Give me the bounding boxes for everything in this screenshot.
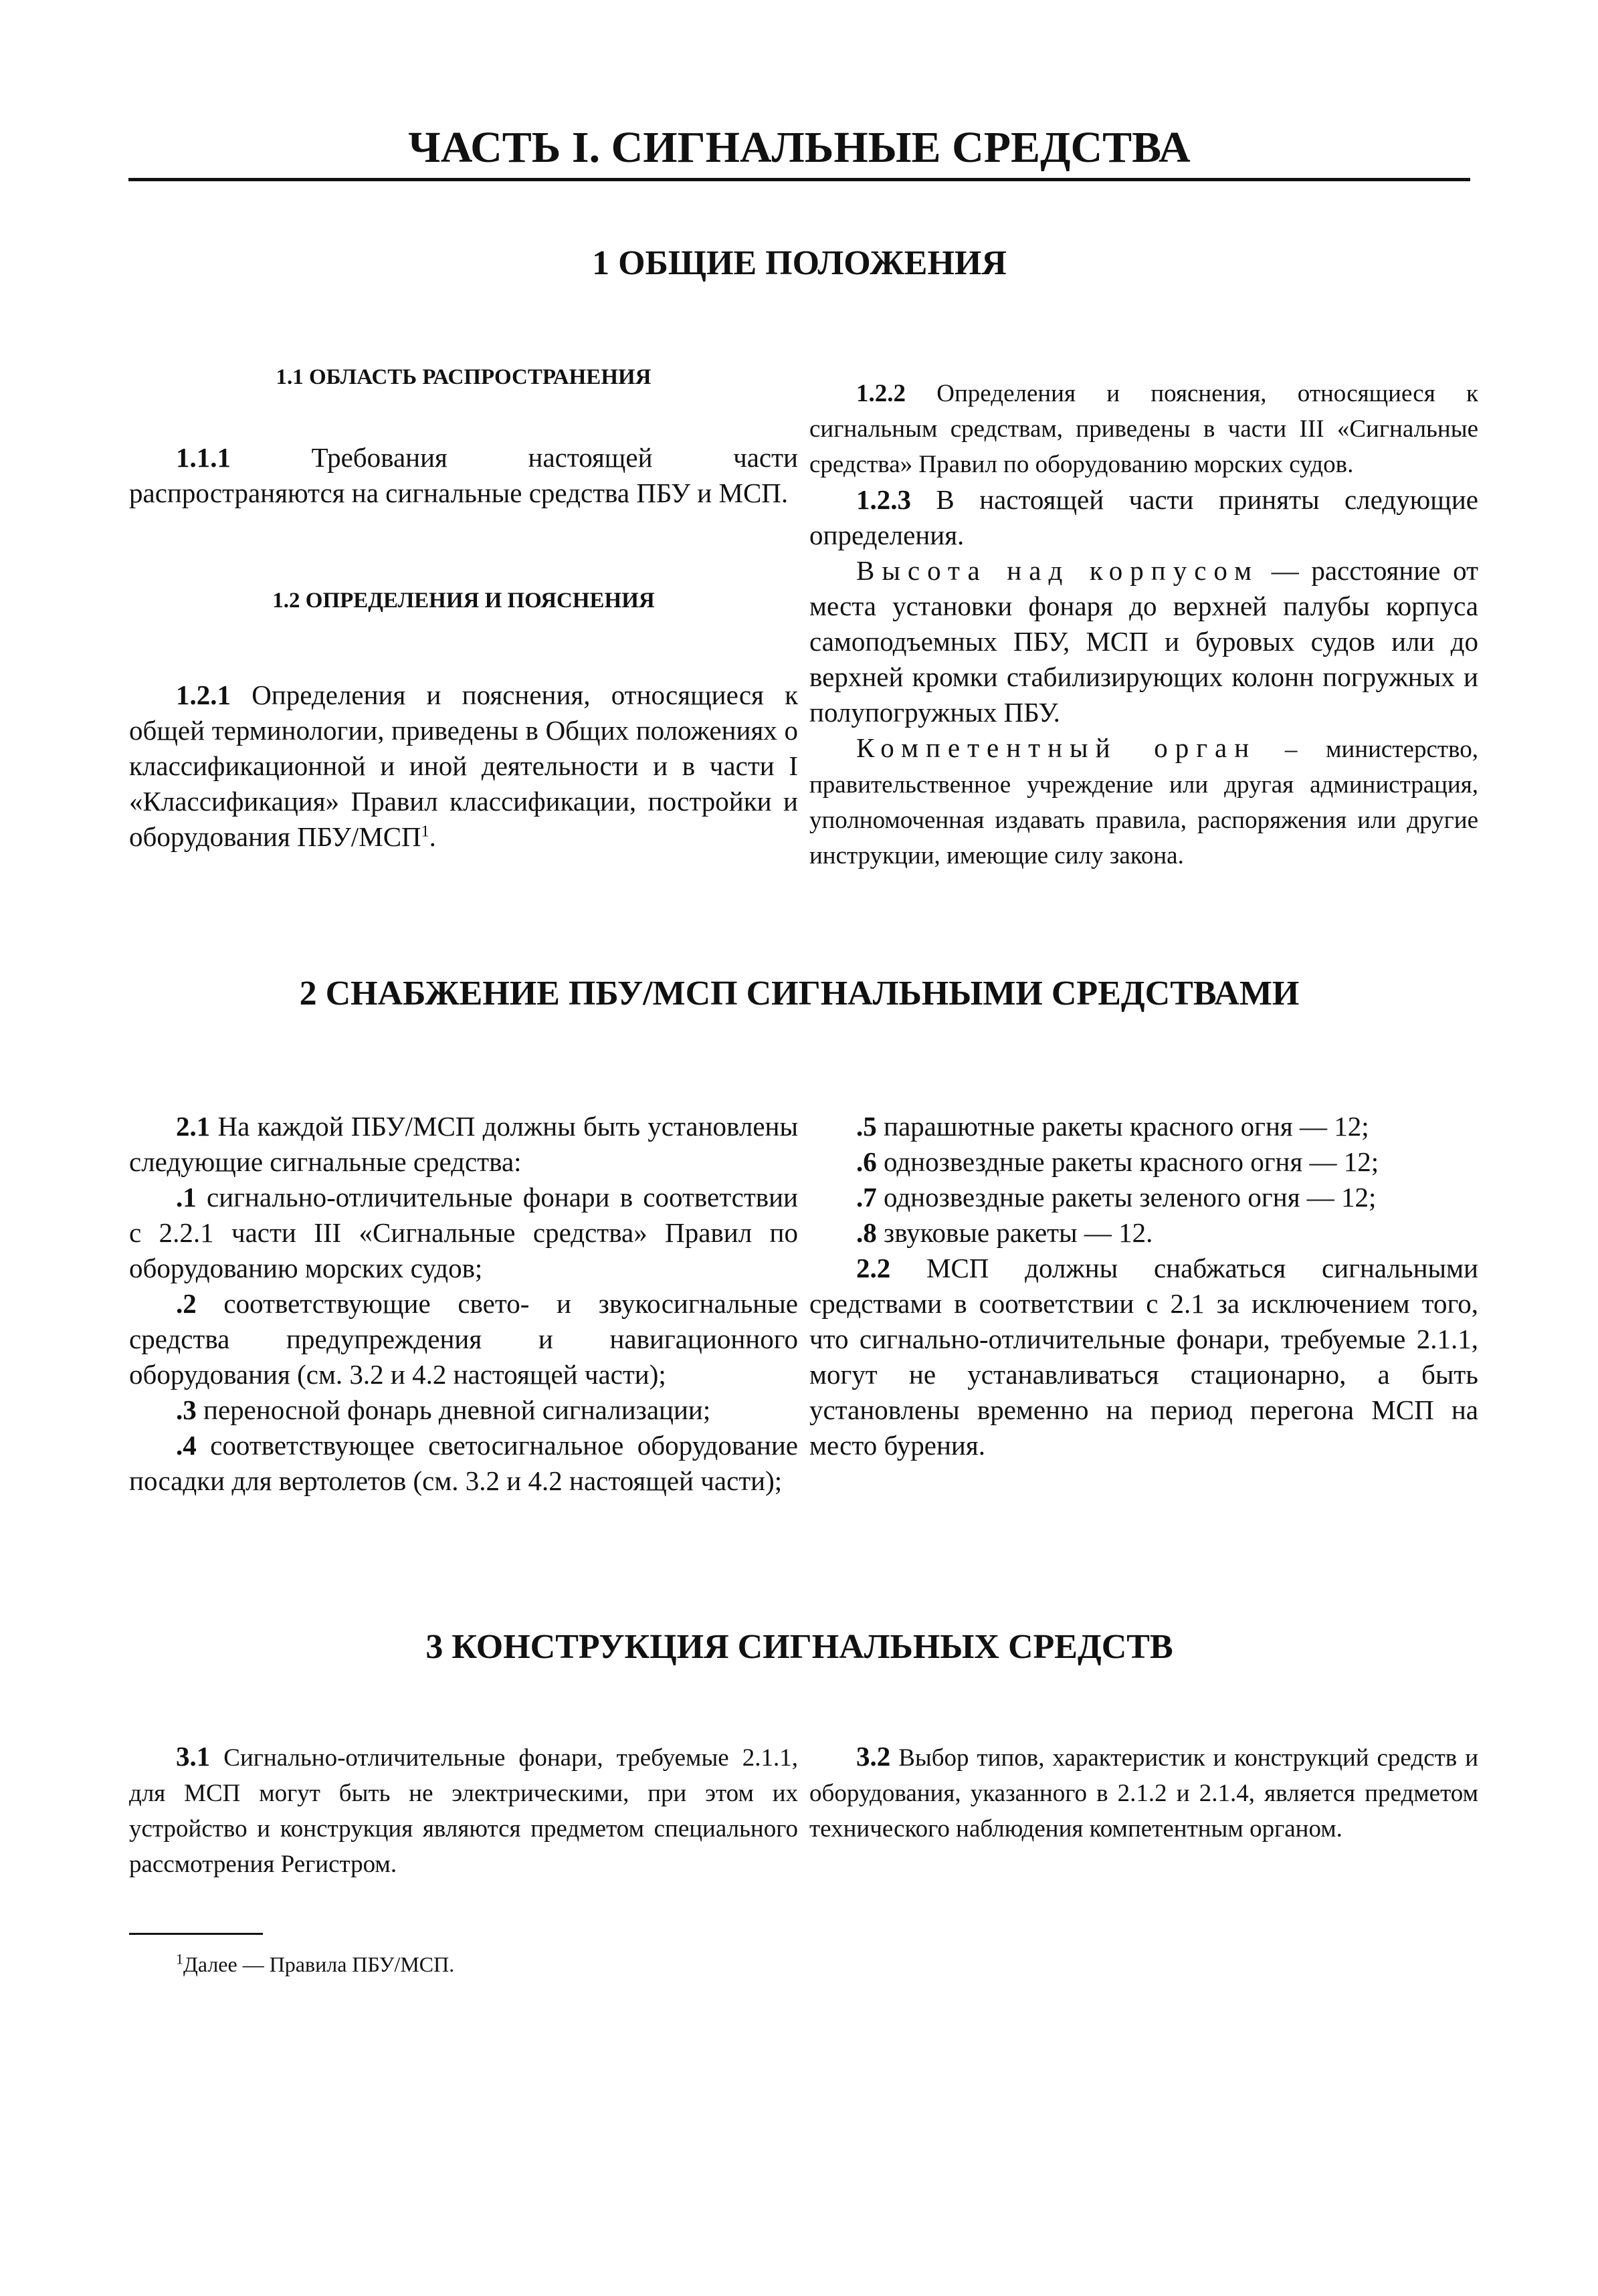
- section-3-left-column: [129, 1739, 798, 1882]
- definition-competent-authority: Компетентный орган – министерство, правительственное учреждение или другая администрация, уполномоченная издавать правила, распоряжения или другие инструкции, имеющие силу закона.: [809, 732, 1479, 869]
- definition-height-above-hull: Высота над корпусом — расстояние от места установки фонаря до верхней палубы корпуса самоподъемных ПБУ, МСП и буровых судов или до верхней кромки стабилизирующих колонн погружных и полупогружных ПБУ.: [809, 555, 1478, 728]
- section-2-heading: 2 СНАБЖЕНИЕ ПБУ/МСП СИГНАЛЬНЫМИ СРЕДСТВАМИ: [299, 974, 1300, 1013]
- section-2-right-column: [809, 1109, 1478, 1463]
- part-title: ЧАСТЬ I. СИГНАЛЬНЫЕ СРЕДСТВА: [408, 123, 1191, 172]
- title-underline: [128, 178, 1470, 181]
- list-item: .7 однозвездные ракеты зеленого огня — 12;: [856, 1182, 1377, 1213]
- list-item: .5 парашютные ракеты красного огня — 12;: [856, 1111, 1369, 1142]
- subsection-1-2-heading: 1.2 ОПРЕДЕЛЕНИЯ И ПОЯСНЕНИЯ: [272, 589, 655, 613]
- list-item: .8 звуковые ракеты — 12.: [856, 1217, 1153, 1248]
- section-3-heading: 3 КОНСТРУКЦИЯ СИГНАЛЬНЫХ СРЕДСТВ: [425, 1628, 1173, 1666]
- section-3-right-column: [809, 1739, 1478, 1847]
- paragraph-1-2-1: 1.2.1 Определения и пояснения, относящиеся к общей терминологии, приведены в Общих положениях о классификационной и иной деятельности и в части I «Классификация» Правил классификации, постройки и оборудования ПБУ/МСП$^1$.: [129, 680, 798, 852]
- section-1-left-column-2: [129, 677, 798, 855]
- paragraph-1-1-1: 1.1.1 Требования настоящей части распространяются на сигнальные средства ПБУ и МСП.: [129, 442, 798, 508]
- paragraph-1-2-2: 1.2.2 Определения и пояснения, относящиеся к сигнальным средствам, приведены в части III «Сигнальные средства» Правил по оборудованию морских судов.: [809, 380, 1478, 478]
- section-1-heading: 1 ОБЩИЕ ПОЛОЖЕНИЯ: [592, 244, 1007, 282]
- paragraph-2-1: 2.1 На каждой ПБУ/МСП должны быть установлены следующие сигнальные средства:: [129, 1111, 798, 1177]
- footnote: $^1$Далее — Правила ПБУ/МСП.: [176, 1950, 455, 1976]
- paragraph-3-2: 3.2 Выбор типов, характеристик и конструкций средств и оборудования, указанного в 2.1.2 и 2.1.4, является предметом технического наблюдения компетентным органом.: [809, 1741, 1478, 1843]
- paragraph-1-2-3: 1.2.3 В настоящей части приняты следующие определения.: [809, 484, 1478, 550]
- section-2-left-column: [129, 1109, 798, 1499]
- footnote-divider: [129, 1933, 263, 1935]
- paragraph-3-1: 3.1 Сигнально-отличительные фонари, требуемые 2.1.1, для МСП могут быть не электрическими, при этом их устройство и конструкция являются предметом специального рассмотрения Регистром.: [129, 1741, 798, 1878]
- list-item: .6 однозвездные ракеты красного огня — 12;: [856, 1146, 1379, 1177]
- paragraph-2-2: 2.2 МСП должны снабжаться сигнальными средствами в соответствии с 2.1 за исключением того, что сигнально-отличительные фонари, требуемые 2.1.1, могут не устанавливаться стационарно, а быть установлены временно на период перегона МСП на место бурения.: [809, 1253, 1478, 1461]
- section-1-right-column: [809, 376, 1478, 873]
- subsection-1-1-heading: 1.1 ОБЛАСТЬ РАСПРОСТРАНЕНИЯ: [276, 365, 652, 389]
- list-item: .4 соответствующее светосигнальное оборудование посадки для вертолетов (см. 3.2 и 4.2 настоящей части);: [129, 1430, 798, 1496]
- footnote-ref[interactable]: 1: [421, 823, 429, 841]
- section-1-left-column: [129, 440, 798, 511]
- list-item: .1 сигнально-отличительные фонари в соответствии с 2.2.1 части III «Сигнальные средства» Правил по оборудованию морских судов;: [129, 1182, 798, 1283]
- list-item: .3 переносной фонарь дневной сигнализации;: [176, 1394, 711, 1425]
- list-item: .2 соответствующие свето- и звукосигнальные средства предупреждения и навигационного оборудования (см. 3.2 и 4.2 настоящей части);: [129, 1288, 798, 1390]
